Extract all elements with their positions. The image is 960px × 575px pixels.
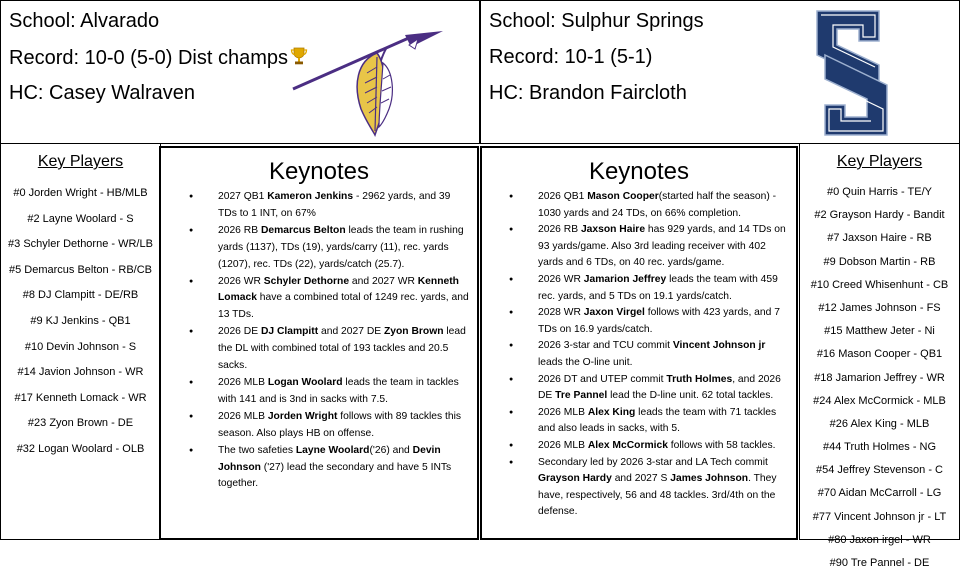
keynote-text: 2028 WR bbox=[538, 307, 584, 319]
player-name: Devin Johnson bbox=[218, 444, 441, 473]
sulphur-key-players-title: Key Players bbox=[836, 153, 923, 170]
key-player-item: #2 Layne Woolard - S bbox=[27, 212, 134, 225]
player-name: Jamarion Jeffrey bbox=[583, 273, 667, 285]
keynote-item bbox=[482, 338, 796, 371]
keynote-text: lead the D-line unit. 62 total tackles. bbox=[607, 390, 774, 402]
sulphur-key-players-panel bbox=[799, 143, 960, 569]
alvarado-header bbox=[0, 0, 480, 144]
keynote-text: and 2027 S bbox=[611, 473, 671, 485]
alvarado-record-text: Record: 10-0 (5-0) Dist champs bbox=[9, 47, 288, 69]
key-player-item: #10 Creed Whisenhunt - CB bbox=[810, 278, 949, 291]
keynote-text: leads the team in rushing yards (1137), TDs (19), yards/carry (11), rec. yards (1207), rec. TDs (22), yards/catch (25.7). bbox=[218, 224, 464, 270]
keynote-text: has 929 yards, and 14 TDs on 93 yards/game. Also 3rd leading receiver with 402 yards and 6 TDs, on 40 rec. yards/game. bbox=[538, 224, 786, 269]
keynote-text: 2026 3-star and TCU commit bbox=[538, 340, 673, 352]
keynote-text: follows with 58 tackles. bbox=[667, 439, 776, 451]
keynote-text: leads the team with 71 tackles and also leads in sacks, with 5. bbox=[538, 406, 777, 435]
keynote-item bbox=[161, 324, 477, 375]
alvarado-key-players-panel bbox=[0, 143, 161, 540]
sulphur-coach: HC: Brandon Faircloth bbox=[489, 82, 687, 104]
player-name: Schyler Dethorne bbox=[263, 275, 350, 287]
sulphur-keynotes-list bbox=[482, 189, 796, 521]
keynote-text: leads the team with 459 rec. yards, and 5 TDs on 19.1 yards/catch. bbox=[538, 273, 778, 302]
keynote-text: 2026 MLB bbox=[538, 439, 588, 451]
keynote-text: - 2962 yards, and 39 TDs to 1 INT, on 67% bbox=[218, 191, 451, 219]
sulphur-keynotes-title: Keynotes bbox=[588, 158, 690, 185]
key-player-item: #80 Jaxon irgel - WR bbox=[828, 533, 931, 546]
player-name: Alex McCormick bbox=[587, 439, 668, 451]
player-name: James Johnson bbox=[670, 473, 749, 485]
keynote-text: lead the DL with combined total of 193 tackles and 20.5 sacks. bbox=[218, 326, 466, 372]
sulphur-key-players-list bbox=[800, 181, 959, 575]
key-player-item: #54 Jeffrey Stevenson - C bbox=[816, 464, 943, 477]
keynote-text: 2026 MLB bbox=[218, 376, 268, 388]
keynote-item bbox=[482, 272, 796, 305]
key-player-item: #23 Zyon Brown - DE bbox=[27, 417, 134, 430]
keynote-item bbox=[161, 189, 477, 223]
key-player-item: #16 Mason Cooper - QB1 bbox=[816, 348, 943, 361]
keynote-text: leads the O-line unit. bbox=[538, 356, 633, 368]
key-player-item: #44 Truth Holmes - NG bbox=[822, 441, 937, 454]
keynote-text: 2026 DE bbox=[218, 326, 261, 338]
player-name: DJ Clampitt bbox=[260, 326, 319, 338]
keynote-text: (started half the season) - 1030 yards and 24 TDs, on 66% completion. bbox=[538, 191, 777, 219]
key-player-item: #10 Devin Johnson - S bbox=[24, 340, 137, 353]
keynote-text: 2026 QB1 bbox=[538, 191, 588, 202]
keynote-text: 2026 DT and UTEP commit bbox=[538, 373, 667, 385]
keynote-item bbox=[161, 223, 477, 274]
keynote-text: ('26) and bbox=[369, 444, 413, 456]
keynote-item bbox=[161, 375, 477, 409]
keynote-item bbox=[482, 455, 796, 521]
alvarado-record bbox=[9, 46, 309, 72]
keynote-text: 2026 RB bbox=[538, 224, 581, 236]
keynote-text: 2026 RB bbox=[218, 224, 261, 236]
keynote-text: 2026 WR bbox=[218, 275, 264, 287]
sulphur-keynotes-panel bbox=[480, 146, 798, 540]
keynote-text: 2026 MLB bbox=[538, 406, 588, 418]
key-player-item: #90 Tre Pannel - DE bbox=[829, 557, 930, 569]
keynote-text: leads the team in tackles with 141 and is 3nd in sacks with 7.5. bbox=[218, 376, 459, 405]
keynote-item bbox=[482, 405, 796, 438]
key-player-item: #3 Schyler Dethorne - WR/LB bbox=[8, 238, 153, 251]
player-name: Demarcus Belton bbox=[260, 224, 346, 236]
player-name: Layne Woolard bbox=[295, 444, 370, 456]
alvarado-keynotes-panel bbox=[159, 146, 479, 540]
key-player-item: #17 Kenneth Lomack - WR bbox=[14, 391, 147, 404]
player-name: Logan Woolard bbox=[267, 376, 343, 388]
key-player-item: #0 Jorden Wright - HB/MLB bbox=[13, 187, 148, 199]
key-player-item: #26 Alex King - MLB bbox=[829, 417, 930, 430]
keynote-text: and 2027 WR bbox=[349, 275, 418, 287]
keynote-item bbox=[161, 409, 477, 443]
key-player-item: #77 Vincent Johnson jr - LT bbox=[812, 510, 947, 523]
keynote-text: have a combined total of 1249 rec. yards, and 13 TDs. bbox=[218, 292, 469, 321]
key-player-item: #24 Alex McCormick - MLB bbox=[813, 394, 946, 407]
key-player-item: #8 DJ Clampitt - DE/RB bbox=[22, 289, 139, 302]
keynote-item bbox=[482, 305, 796, 338]
player-name: Zyon Brown bbox=[384, 326, 444, 338]
alvarado-coach: HC: Casey Walraven bbox=[9, 82, 195, 104]
feathered-spear-logo bbox=[287, 23, 447, 141]
alvarado-keynotes-list bbox=[161, 189, 477, 493]
keynote-text: Secondary led by 2026 3-star and LA Tech commit bbox=[538, 456, 768, 468]
keynote-text: 2027 QB1 bbox=[218, 191, 268, 202]
keynote-text: 2026 WR bbox=[538, 273, 584, 285]
key-player-item: #9 Dobson Martin - RB bbox=[823, 255, 936, 268]
key-player-item: #5 Demarcus Belton - RB/CB bbox=[8, 263, 153, 276]
alvarado-key-players-list bbox=[1, 181, 160, 463]
key-player-item: #7 Jaxson Haire - RB bbox=[827, 232, 932, 245]
key-player-item: #14 Javion Johnson - WR bbox=[17, 366, 144, 379]
keynote-text: , and 2026 DE bbox=[538, 373, 781, 402]
key-player-item: #2 Grayson Hardy - Bandit bbox=[814, 209, 945, 222]
player-name: Kameron Jenkins bbox=[267, 191, 354, 202]
key-player-item: #9 KJ Jenkins - QB1 bbox=[30, 314, 131, 327]
keynote-item bbox=[482, 438, 796, 455]
key-player-item: #32 Logan Woolard - OLB bbox=[16, 442, 145, 455]
keynote-item bbox=[482, 189, 796, 222]
keynote-text: 2026 MLB bbox=[218, 410, 268, 422]
key-player-item: #12 James Johnson - FS bbox=[818, 301, 941, 314]
keynote-text: follows with 89 tackles this season. Also plays HB on offense. bbox=[218, 410, 462, 439]
player-name: Jorden Wright bbox=[267, 410, 338, 422]
keynote-text: ('27) lead the secondary and have 5 INTs together. bbox=[218, 461, 452, 490]
alvarado-key-players-title: Key Players bbox=[37, 153, 124, 170]
keynote-item bbox=[161, 443, 477, 494]
key-player-item: #15 Matthew Jeter - Ni bbox=[824, 325, 935, 338]
player-name: Tre Pannel bbox=[555, 390, 608, 402]
sulphur-header bbox=[480, 0, 960, 144]
keynote-text: The two safeties bbox=[218, 444, 296, 456]
sulphur-record: Record: 10-1 (5-1) bbox=[489, 46, 653, 68]
key-player-item: #18 Jamarion Jeffrey - WR bbox=[814, 371, 945, 384]
keynote-item bbox=[161, 274, 477, 325]
player-name: Kenneth Lomack bbox=[218, 275, 459, 304]
player-name: Jaxon Virgel bbox=[583, 307, 645, 319]
player-name: Jaxson Haire bbox=[580, 224, 646, 236]
alvarado-school: School: Alvarado bbox=[9, 10, 160, 32]
sulphur-school: School: Sulphur Springs bbox=[489, 10, 704, 32]
keynote-text: and 2027 DE bbox=[318, 326, 384, 338]
player-name: Truth Holmes bbox=[666, 373, 733, 385]
ss-block-logo bbox=[807, 5, 897, 141]
keynote-text: . They have, respectively, 56 and 48 tackles. 3rd/4th on the defense. bbox=[538, 473, 777, 518]
keynote-item bbox=[482, 222, 796, 272]
alvarado-keynotes-title: Keynotes bbox=[268, 158, 370, 185]
player-name: Mason Cooper bbox=[587, 191, 659, 202]
player-name: Alex King bbox=[587, 406, 636, 418]
player-name: Grayson Hardy bbox=[538, 473, 612, 485]
key-player-item: #0 Quin Harris - TE/Y bbox=[827, 186, 932, 198]
player-name: Vincent Johnson jr bbox=[672, 340, 766, 352]
keynote-text: follows with 423 yards, and 7 TDs on 16.9 yards/catch. bbox=[538, 307, 780, 335]
keynote-item bbox=[482, 372, 796, 405]
key-player-item: #70 Aidan McCarroll - LG bbox=[817, 487, 942, 500]
